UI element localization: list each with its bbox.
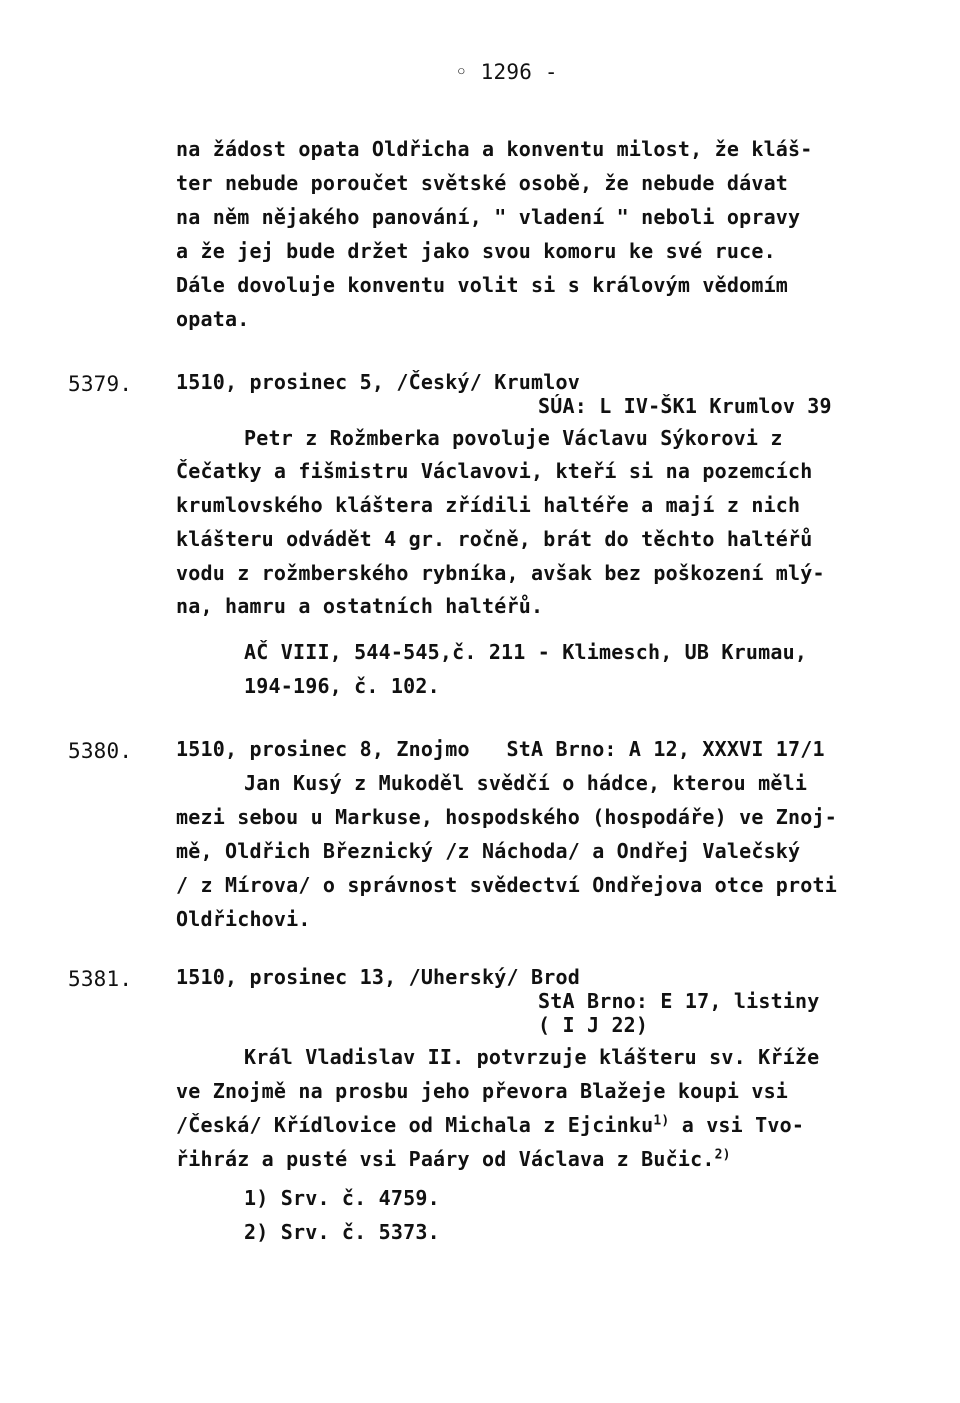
entry-number: 5380. xyxy=(68,739,133,763)
footnote-marker: 1) xyxy=(653,1113,670,1129)
entry-body-line: Čečatky a fišmistru Václavovi, kteří si na pozemcích xyxy=(176,459,813,483)
entry-body-line: Jan Kusý z Mukoděl svědčí o hádce, kterou měli xyxy=(244,771,808,795)
entry-body-line: na, hamru a ostatních haltéřů. xyxy=(176,594,544,618)
entry-body-line: Oldřichovi. xyxy=(176,907,311,931)
entry-reference: AČ VIII, 544-545,č. 211 - Klimesch, UB Krumau, xyxy=(244,640,808,664)
intro-line: na něm nějakého panování, " vladení " neboli opravy xyxy=(176,205,801,229)
entry-number: 5381. xyxy=(68,967,133,991)
intro-line: a že jej bude držet jako svou komoru ke své ruce. xyxy=(176,239,776,263)
body-text: řihráz a pusté vsi Paáry od Václava z Bučic. xyxy=(176,1147,715,1171)
entry-body-line: / z Mírova/ o správnost svědectví Ondřejova otce proti xyxy=(176,873,838,897)
entry-header: 1510, prosinec 13, /Uherský/ Brod xyxy=(176,965,580,989)
entry-header: 1510, prosinec 5, /Český/ Krumlov xyxy=(176,370,580,394)
entry-body-line xyxy=(176,1113,804,1137)
entry-body-line: mě, Oldřich Březnický /z Náchoda/ a Ondřej Valečský xyxy=(176,839,801,863)
footnote-marker: 2) xyxy=(714,1147,731,1163)
body-text: /Česká/ Křídlovice od Michala z Ejcinku xyxy=(176,1113,654,1137)
entry-header: 1510, prosinec 8, Znojmo StA Brno: A 12, XXXVI 17/1 xyxy=(176,737,825,761)
intro-line: opata. xyxy=(176,307,250,331)
entry-body-line: ve Znojmě na prosbu jeho převora Blažeje koupi vsi xyxy=(176,1079,789,1103)
entry-source: StA Brno: E 17, listiny xyxy=(538,989,820,1013)
entry-body-line xyxy=(176,1147,731,1171)
intro-line: Dále dovoluje konventu volit si s královým vědomím xyxy=(176,273,789,297)
footnote: 1) Srv. č. 4759. xyxy=(244,1186,440,1210)
footnote: 2) Srv. č. 5373. xyxy=(244,1220,440,1244)
page-number: ◦ 1296 - xyxy=(455,60,558,84)
entry-body-line: klášteru odvádět 4 gr. ročně, brát do těchto haltéřů xyxy=(176,527,813,551)
entry-body-line: Petr z Rožmberka povoluje Václavu Sýkorovi z xyxy=(244,426,783,450)
entry-reference: 194-196, č. 102. xyxy=(244,674,440,698)
entry-body-line: krumlovského kláštera zřídili haltéře a mají z nich xyxy=(176,493,801,517)
entry-body-line: Král Vladislav II. potvrzuje klášteru sv. Kříže xyxy=(244,1045,820,1069)
entry-source: ( I J 22) xyxy=(538,1013,649,1037)
entry-body-line: mezi sebou u Markuse, hospodského (hospodáře) ve Znoj- xyxy=(176,805,838,829)
intro-line: na žádost opata Oldřicha a konventu milost, že kláš- xyxy=(176,137,813,161)
body-text: a vsi Tvo- xyxy=(669,1113,805,1137)
entry-body-line: vodu z rožmberského rybníka, avšak bez poškození mlý- xyxy=(176,561,825,585)
entry-number: 5379. xyxy=(68,372,133,396)
entry-source: SÚA: L IV-ŠK1 Krumlov 39 xyxy=(538,394,832,418)
intro-line: ter nebude poroučet světské osobě, že nebude dávat xyxy=(176,171,789,195)
